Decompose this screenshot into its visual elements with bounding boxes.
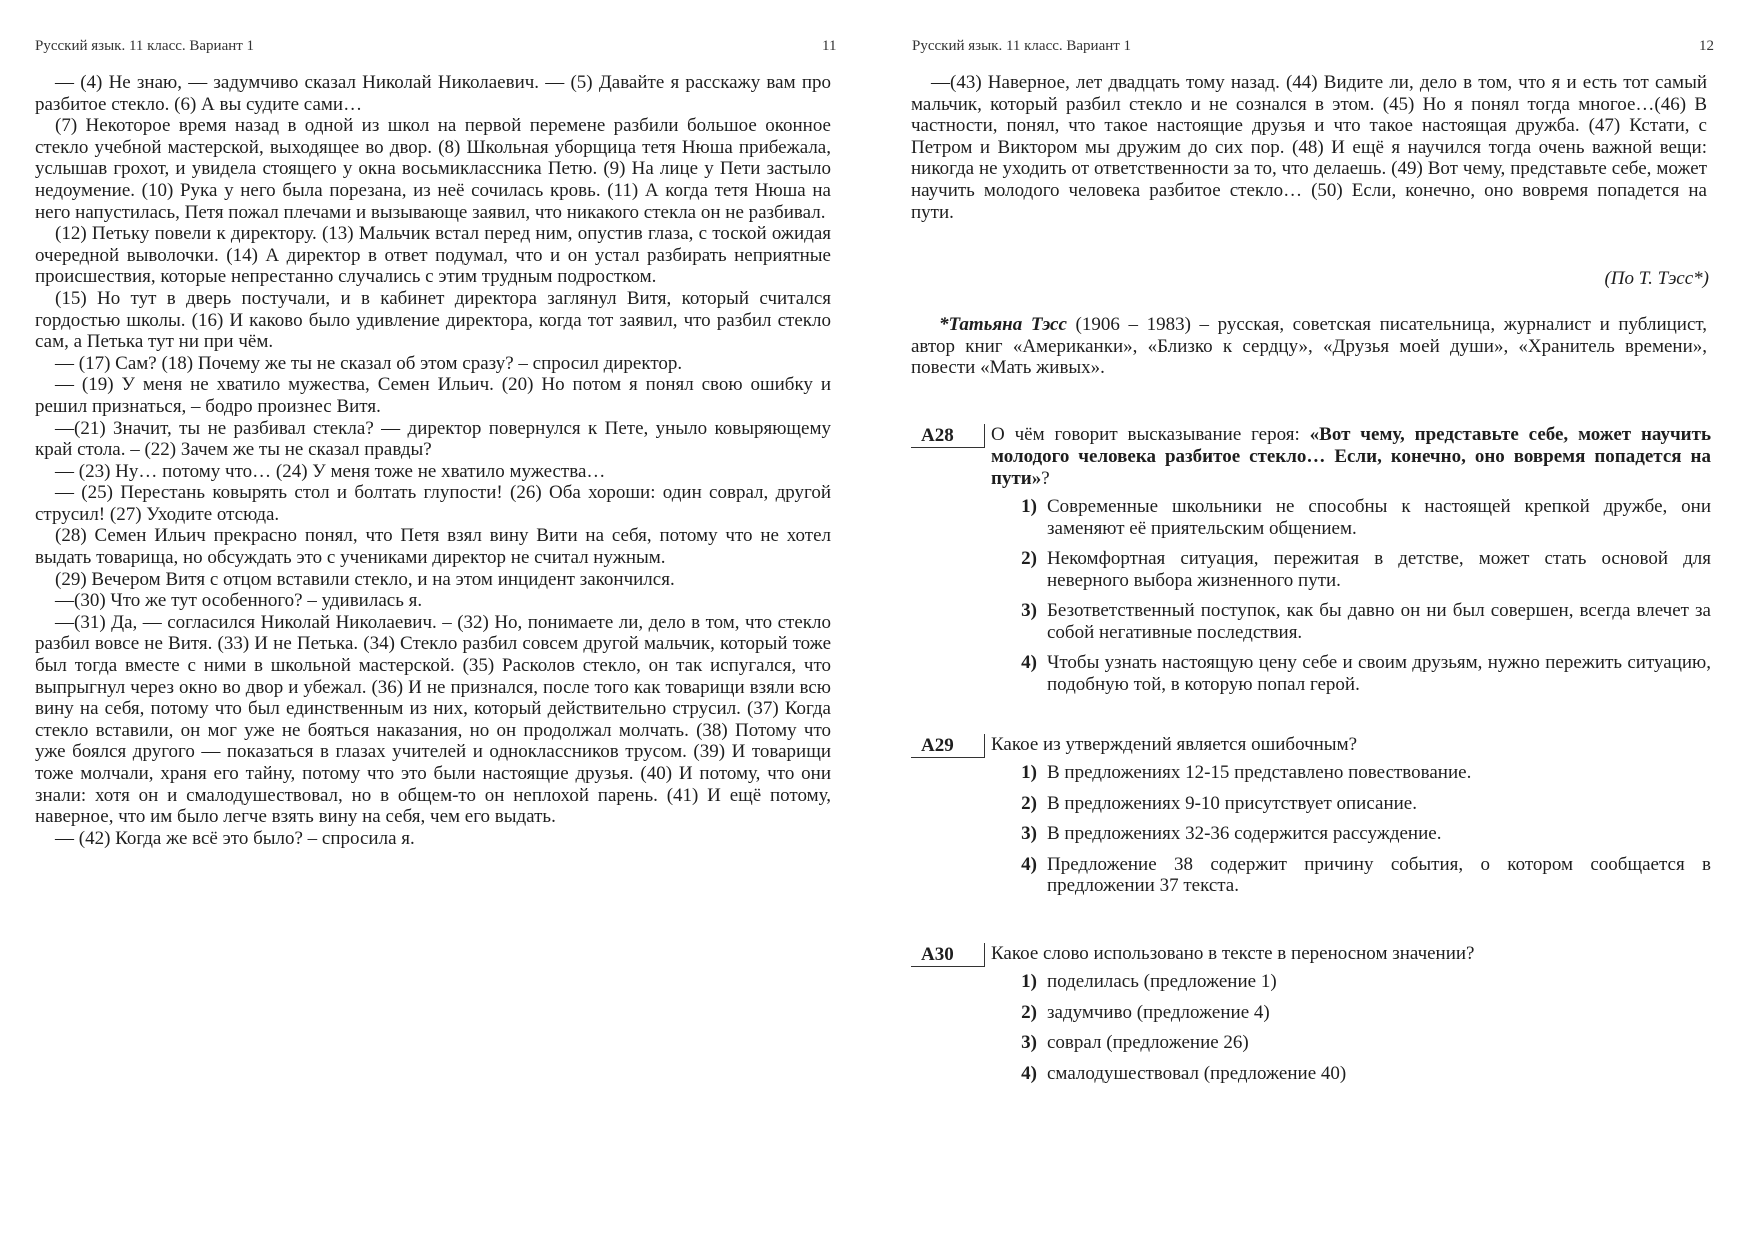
option-text: В предложениях 9-10 присутствует описание. [1047,792,1417,814]
answer-option[interactable] [1011,762,1711,784]
right-header-title: Русский язык. 11 класс. Вариант 1 [912,38,1132,54]
option-number: 2) [1021,792,1037,814]
right-page [877,0,1754,1239]
option-number: 3) [1021,1032,1037,1053]
right-page-number: 12 [1699,38,1714,54]
paragraph: (15) Но тут в дверь постучали, и в кабинет директора заглянул Витя, который считался гордостью школы. (16) И каково было удивление директора, когда тот заявил, что разбил стекло сам, а Петька тут ни при чём. [35,287,831,353]
option-number: 3) [1021,600,1037,621]
option-text: В предложениях 12-15 представлено повествование. [1047,762,1472,783]
option-number: 3) [1021,823,1037,844]
answer-option[interactable] [1011,1063,1711,1085]
paragraph: (28) Семен Ильич прекрасно понял, что Петя взял вину Вити на себя, потому что не хотел выдать товарища, но обсуждать это с учениками директор не считал нужным. [35,525,831,569]
answer-option[interactable] [1011,1002,1711,1024]
left-page-number: 11 [822,38,837,54]
option-text: задумчиво (предложение 4) [1047,1001,1270,1023]
option-number: 4) [1021,652,1037,673]
option-text: поделилась (предложение 1) [1047,971,1277,992]
paragraph: — (23) Ну… потому что… (24) У меня тоже не хватило мужества… [55,460,606,482]
option-text: соврал (предложение 26) [1047,1032,1249,1053]
task-code: А30 [911,943,985,967]
task-a28 [911,424,1711,704]
paragraph: —(31) Да, — согласился Николай Николаевич. – (32) Но, понимаете ли, дело в том, что стекло разбил вовсе не Витя. (33) И не Петька. (34) Стекло разбил совсем другой мальчик, который тоже был тогда вместе с ними в школьной мастерской. (35) Расколов стекло, он так испугался, что выпрыгнул через окно во двор и убежал. (36) И не признался, после того как товарищи взяли всю вину на себя, потому что был единственным из них, который действительно струсил. (37) Когда стекло вставили, он мог уже не бояться наказания, но он продолжал молчать. (38) Потому что уже боялся другого — показаться в глазах учителей и одноклассников трусом. (39) И товарищи тоже молчали, храня его тайну, потому что это были настоящие друзья. (40) И потому, что они знали: хотя он и смалодушествовал, но в общем-то он неплохой парень. (41) И ещё потому, наверное, что им было легче взять вину на себя, чем его выдать. [35,611,831,828]
paragraph: — (25) Перестань ковырять стол и болтать глупости! (26) Оба хороши: один соврал, другой струсил! (27) Уходите отсюда. [35,482,831,525]
task-a30 [911,943,1711,1093]
paragraph: — (4) Не знаю, — задумчиво сказал Николай Николаевич. — (5) Давайте я расскажу вам про разбитое стекло. (6) А вы судите сами… [35,72,831,115]
option-number: 2) [1021,548,1037,569]
answer-option[interactable] [1011,496,1711,539]
task-a29 [911,734,1711,906]
answer-option[interactable] [1011,793,1711,815]
answer-option[interactable] [1011,548,1711,591]
answer-option[interactable] [1011,652,1711,695]
option-text: Предложение 38 содержит причину события, о котором сообщается в предложении 37 текста. [1047,853,1711,896]
left-text-body [35,72,831,849]
option-number: 1) [1021,971,1037,992]
option-text: Некомфортная ситуация, пережитая в детстве, может стать основой для неверного выбора жизненного пути. [1047,548,1711,591]
task-question: Какое слово использовано в тексте в переносном значении? [991,943,1475,964]
answer-option[interactable] [1011,1032,1711,1054]
question-quote: «Вот чему, представьте себе, может научить молодого человека разбитое стекло… Если, конечно, оно вовремя попадется на пути» [991,424,1711,489]
left-header-title: Русский язык. 11 класс. Вариант 1 [35,38,255,54]
paragraph: —(43) Наверное, лет двадцать тому назад. (44) Видите ли, дело в том, что я и есть тот самый мальчик, который разбил стекло и не сознался в этом. (45) Но я понял тогда многое…(46) В частности, понял, что такое настоящие друзья и что такое настоящая дружба. (47) Кстати, с Петром и Виктором мы дружим до сих пор. (48) И ещё я научился тогда очень важной вещи: никогда не уходить от ответственности за то, что делаешь. (49) Вот чему, представьте себе, может научить молодого человека разбитое стекло… (50) Если, конечно, оно вовремя попадется на пути. [911,72,1707,223]
option-number: 4) [1021,1062,1037,1084]
option-text: Безответственный поступок, как бы давно он ни был совершен, всегда влечет за собой негативные последствия. [1047,600,1711,643]
option-number: 1) [1021,496,1037,517]
paragraph: —(30) Что же тут особенного? – удивилась я. [55,590,423,612]
author-name: *Татьяна Тэсс [939,314,1067,335]
author-description: (1906 – 1983) – русская, советская писательница, журналист и публицист, автор книг «Американки», «Близко к сердцу», «Друзья моей души», «Хранитель времени», повести «Мать живых». [911,314,1708,379]
task-question: Какое из утверждений является ошибочным? [991,734,1358,755]
author-note [911,314,1707,379]
answer-options [1011,762,1711,897]
option-text: смалодушествовал (предложение 40) [1047,1062,1347,1084]
option-text: Чтобы узнать настоящую цену себе и своим друзьям, нужно пережить ситуацию, подобную той, в которую попал герой. [1047,652,1711,695]
task-code: А28 [911,424,985,448]
paragraph: (7) Некоторое время назад в одной из школ на первой перемене разбили большое оконное стекло учебной мастерской, выходящее во двор. (8) Школьная уборщица тетя Нюша прибежала, услышав грохот, и увидела стоящего у окна восьмиклассника Петю. (9) На лице у Пети застыло недоумение. (10) Рука у него была порезана, из неё сочилась кровь. (11) А когда тетя Нюша на него напустилась, Петя пожал плечами и вызывающе заявил, что никакого стекла он не разбивал. [35,115,831,223]
paragraph: — (42) Когда же всё это было? – спросила я. [55,827,415,849]
answer-option[interactable] [1011,600,1711,643]
option-number: 2) [1021,1001,1037,1023]
paragraph: (12) Петьку повели к директору. (13) Мальчик встал перед ним, опустив глаза, с тоской ожидая очередной выволочки. (14) А директор в ответ подумал, что и он устал разбирать неприятные происшествия, которые непрестанно случались с этим трудным подростком. [35,223,831,288]
answer-option[interactable] [1011,823,1711,845]
answer-option[interactable] [1011,854,1711,897]
paragraph: (29) Вечером Витя с отцом вставили стекло, и на этом инцидент закончился. [55,568,675,590]
paragraph: — (19) У меня не хватило мужества, Семен Ильич. (20) Но потом я понял свою ошибку и решил признаться, – бодро произнес Витя. [35,374,831,417]
paragraph: — (17) Сам? (18) Почему же ты не сказал об этом сразу? – спросил директор. [55,352,683,374]
task-code: А29 [911,734,985,758]
paragraph: —(21) Значит, ты не разбивал стекла? — директор повернулся к Пете, уныло ковыряющему край стола. – (22) Зачем же ты не сказал правды? [35,417,831,461]
answer-options [1011,496,1711,695]
source-attribution: (По Т. Тэсс*) [1604,268,1709,289]
task-question [991,424,1711,490]
answer-options [1011,971,1711,1084]
question-text: О чём говорит высказывание героя: [991,424,1310,445]
question-end: ? [1041,468,1050,489]
option-text: Современные школьники не способны к настоящей крепкой дружбе, они заменяют её приятельским общением. [1047,496,1711,539]
option-number: 4) [1021,853,1037,875]
option-text: В предложениях 32-36 содержится рассуждение. [1047,823,1442,844]
option-number: 1) [1021,762,1037,783]
right-text-body [911,72,1707,223]
answer-option[interactable] [1011,971,1711,993]
